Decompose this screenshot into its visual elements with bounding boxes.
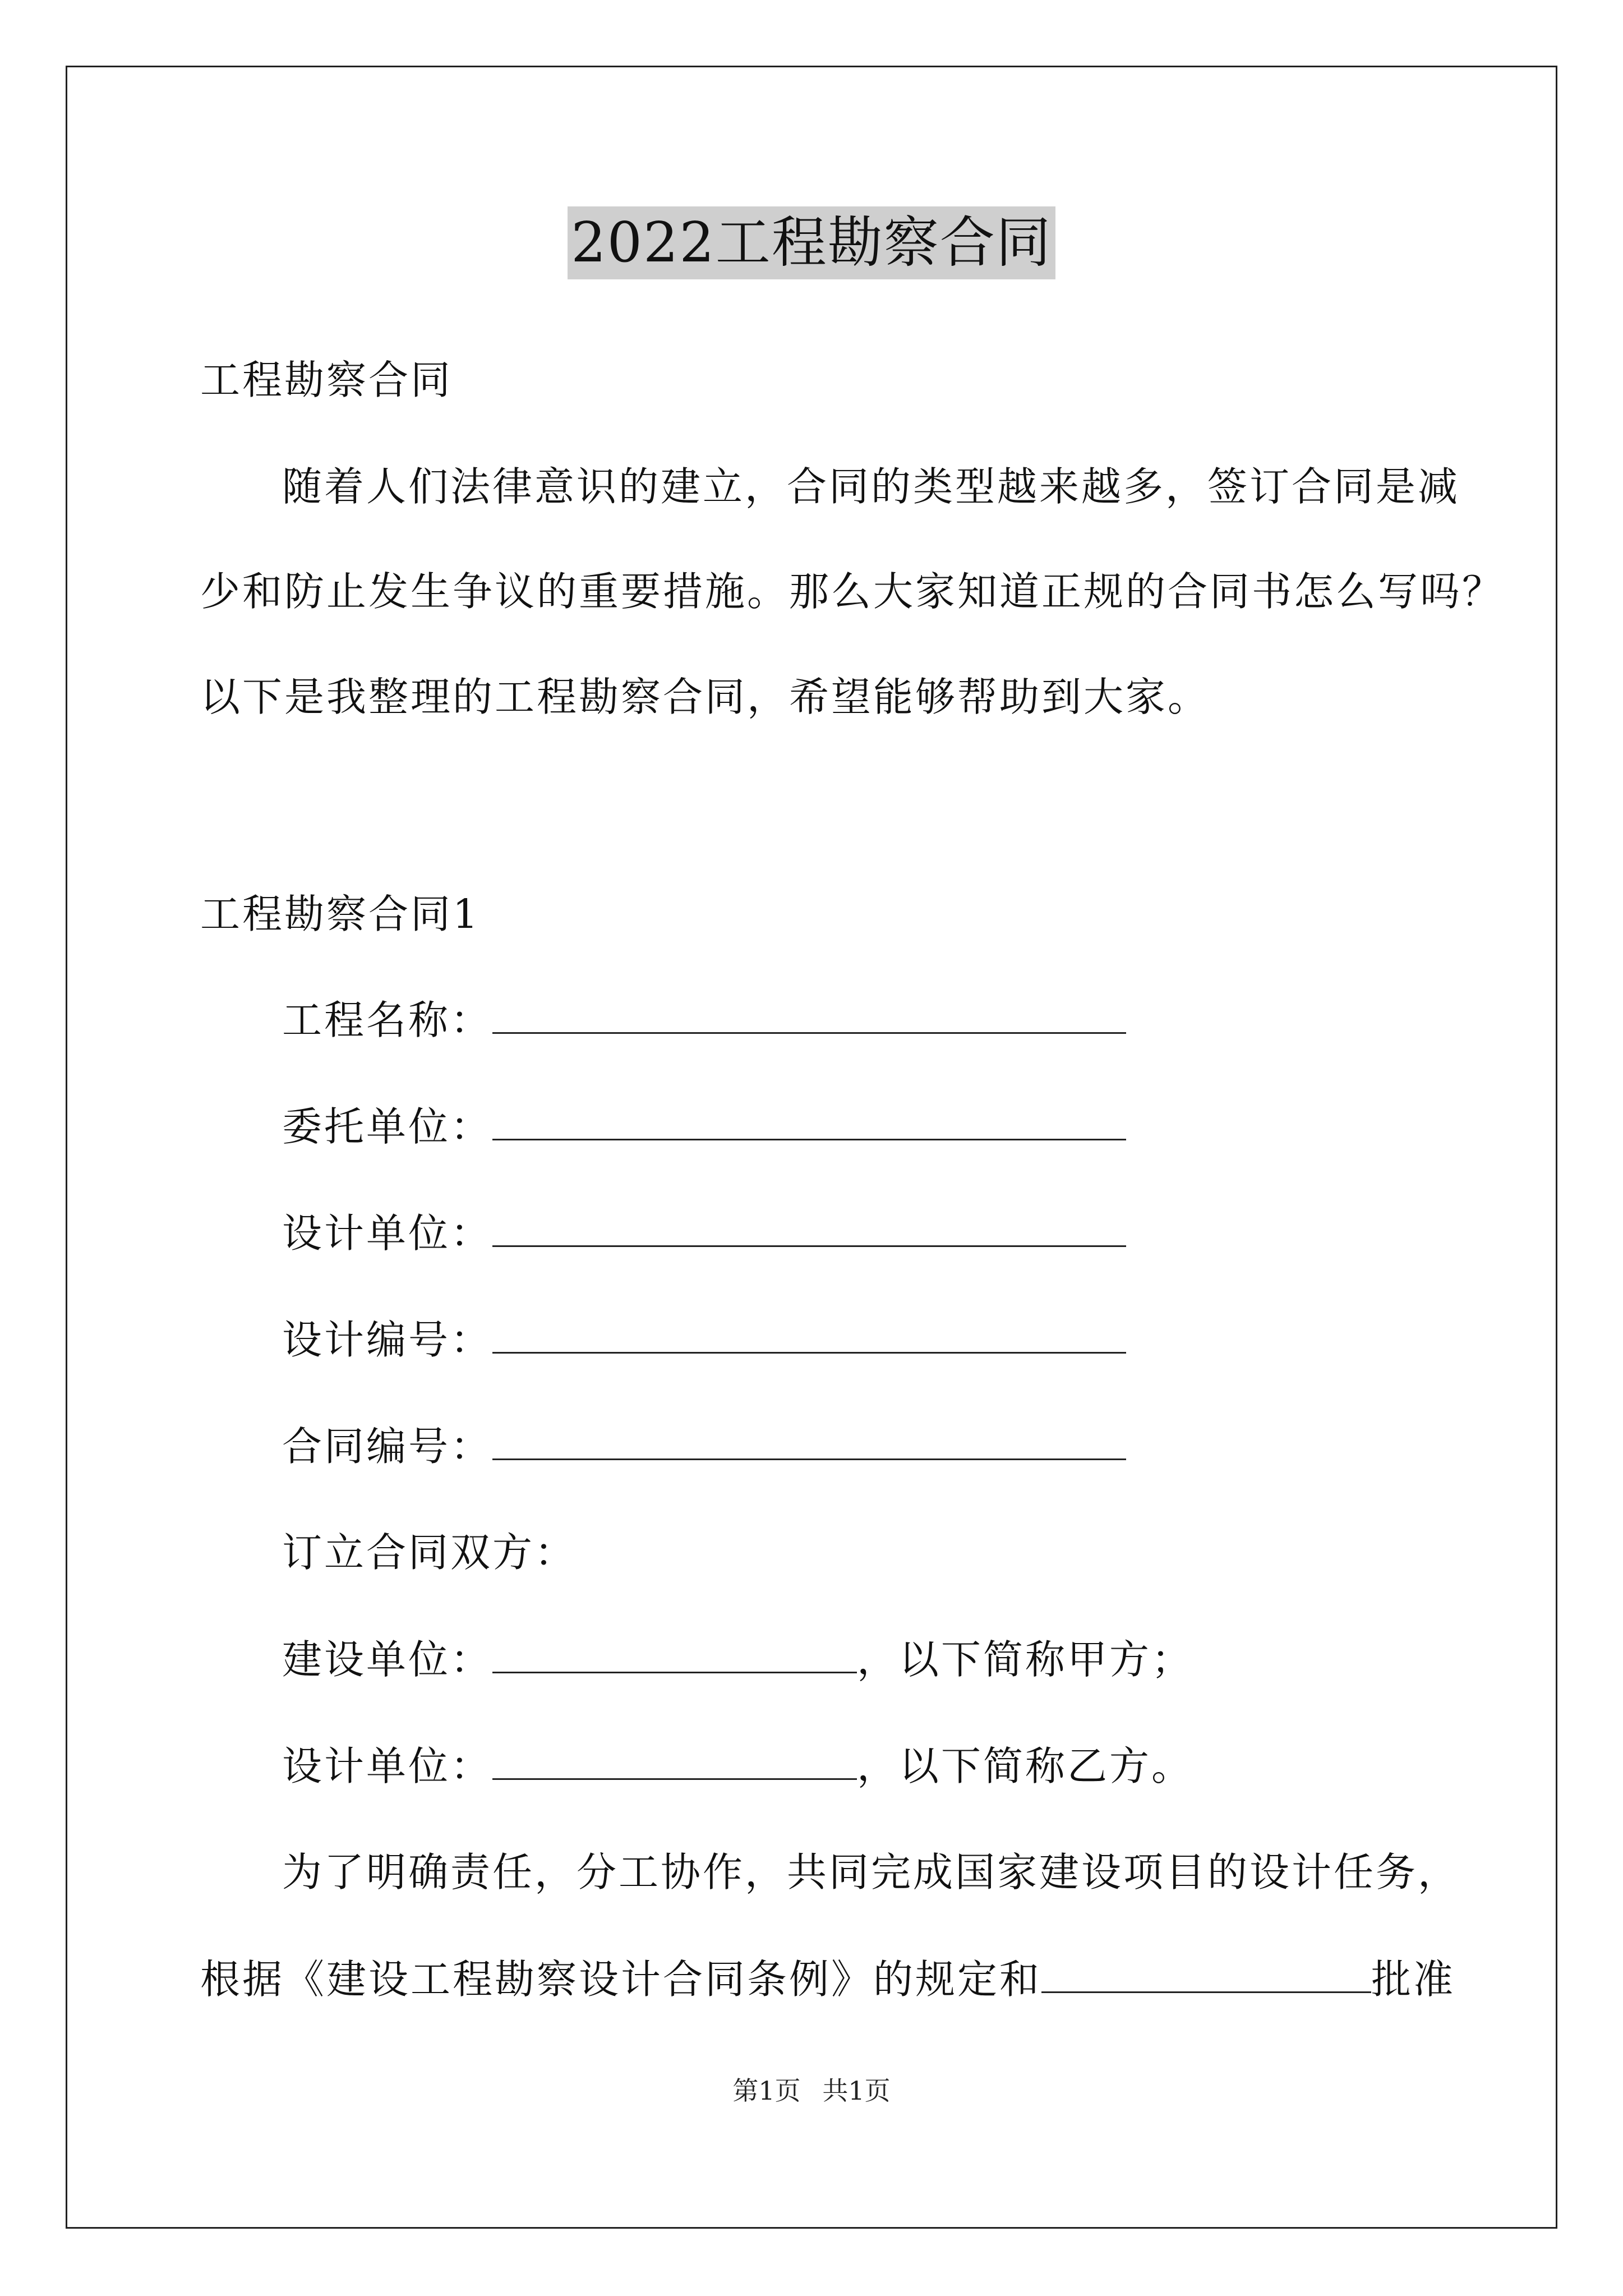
project-name-blank[interactable] — [492, 992, 1126, 1034]
clause-line-2 — [200, 1951, 1455, 2008]
field-project-name — [282, 992, 1126, 1048]
parties-heading: 订立合同双方： — [282, 1529, 577, 1576]
design-number-blank[interactable] — [492, 1312, 1126, 1354]
party-a-line — [282, 1631, 1193, 1688]
clause-line-1: 为了明确责任，分工协作，共同完成国家建设项目的设计任务， — [282, 1849, 1460, 1895]
document-title-text: 2022工程勘察合同 — [568, 206, 1055, 279]
field-label: 工程名称： — [282, 997, 493, 1043]
party-a-label: 建设单位： — [282, 1636, 493, 1683]
field-design-number — [282, 1312, 1126, 1368]
document-heading: 工程勘察合同 — [200, 357, 453, 403]
field-label: 设计编号： — [282, 1317, 493, 1363]
field-label: 设计单位： — [282, 1210, 493, 1257]
design-unit-blank[interactable] — [492, 1205, 1126, 1247]
field-design-unit — [282, 1205, 1126, 1262]
page-number-total: 共1页 — [822, 2076, 891, 2106]
intro-line-2: 少和防止发生争议的重要措施。那么大家知道正规的合同书怎么写吗？ — [200, 568, 1505, 615]
field-client-unit — [282, 1098, 1126, 1155]
contract-number-blank[interactable] — [492, 1418, 1126, 1460]
party-b-label: 设计单位： — [282, 1743, 493, 1789]
party-b-blank[interactable] — [492, 1738, 857, 1780]
document-title — [0, 206, 1623, 279]
approval-authority-blank[interactable] — [1041, 1951, 1371, 1993]
section-title: 工程勘察合同1 — [200, 891, 481, 937]
field-label: 委托单位： — [282, 1103, 493, 1150]
party-b-line — [282, 1738, 1193, 1795]
party-a-blank[interactable] — [492, 1631, 857, 1673]
party-a-suffix: ，以下简称甲方； — [857, 1636, 1194, 1683]
page-number-current: 第1页 — [732, 2076, 801, 2106]
client-unit-blank[interactable] — [492, 1098, 1126, 1140]
page-footer — [0, 2074, 1623, 2108]
party-b-suffix: ，以下简称乙方。 — [857, 1743, 1194, 1789]
clause-approval-text: 批准 — [1371, 1956, 1456, 2003]
field-contract-number — [282, 1418, 1126, 1475]
field-label: 合同编号： — [282, 1423, 493, 1470]
intro-line-3: 以下是我整理的工程勘察合同，希望能够帮助到大家。 — [200, 674, 1210, 720]
intro-line-1: 随着人们法律意识的建立，合同的类型越来越多，签订合同是减 — [282, 463, 1460, 510]
clause-text: 根据《建设工程勘察设计合同条例》的规定和 — [200, 1956, 1042, 2003]
